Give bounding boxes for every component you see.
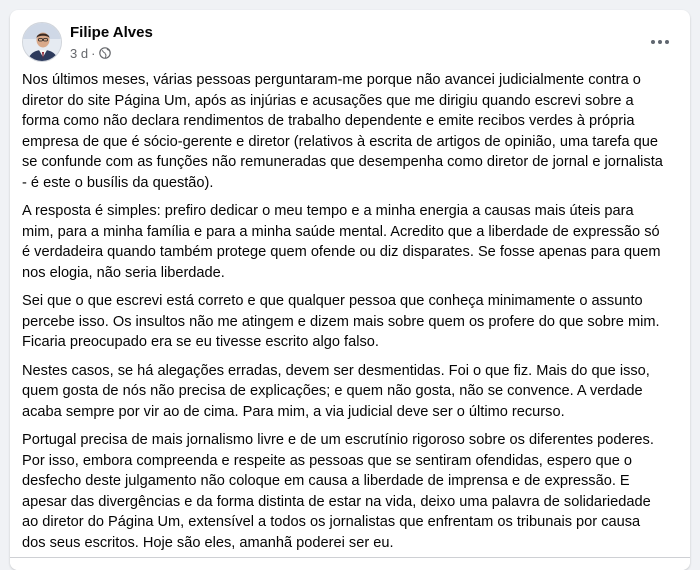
more-options-icon[interactable] (642, 24, 678, 60)
post-card (10, 10, 690, 570)
post-paragraph: Sei que o que escrevi está correto e que qualquer pessoa que conheça minimamente o assunto percebe isso. Os insultos não me atingem e dizem mais sobre quem os profere do que sobre mim. Ficaria preocupado era se eu tivesse escrito algo falso. (22, 293, 660, 350)
post-body (22, 70, 680, 561)
author-avatar[interactable] (22, 22, 62, 62)
post-meta (70, 44, 111, 62)
author-name[interactable]: Filipe Alves (70, 24, 153, 41)
post-paragraph: Portugal precisa de mais jornalismo livre e de um escrutínio rigoroso sobre os diferentes poderes. Por isso, embora compreenda e respeite as pessoas que se sentiram ofendidas, espero que o desfecho deste julgamento não coloque em causa a liberdade de imprensa e de expressão. E apesar das divergências e da forma distinta de estar na vida, deixo uma palavra de solidariedade ao diretor do Página Um, extensível a todos os jornalistas que enfrentam os tribunais por causa dos seus escritos. Hoje são eles, amanhã poderei ser eu. (22, 432, 654, 551)
post-paragraph: A resposta é simples: prefiro dedicar o meu tempo e a minha energia a causas mais úteis para mim, para a minha família e para a minha saúde mental. Acredito que a liberdade de expressão só é verdadeira quando também protege quem ofende ou diz disparates. Se fosse apenas para quem nos elogia, não seria liberdade. (22, 203, 661, 281)
globe-icon[interactable] (99, 47, 111, 59)
post-divider (10, 557, 690, 570)
avatar-portrait (23, 23, 62, 62)
meta-separator: · (91, 45, 96, 61)
post-header (22, 22, 678, 66)
post-timestamp[interactable]: 3 d (70, 45, 89, 61)
post-paragraph: Nestes casos, se há alegações erradas, devem ser desmentidas. Foi o que fiz. Mais do que isso, quem gosta de nós não precisa de explicações; e quem não gosta, não se convence. A verdade acaba sempre por vir ao de cima. Para mim, a via judicial deve ser o último recurso. (22, 362, 650, 420)
post-paragraph: Nos últimos meses, várias pessoas perguntaram-me porque não avancei judicialmente contra o diretor do site Página Um, após as injúrias e acusações que me dirigiu quando escrevi sobre a forma como não declara rendimentos de trabalho dependente e emite recibos verdes à própria empresa de que é sócio-gerente e diretor (relativos à escrita de artigos de opinião, uma tarefa que se confunde com as funções não remuneradas que desempenha como diretor de jornal e jornalista - é este o busílis da questão). (22, 72, 663, 191)
